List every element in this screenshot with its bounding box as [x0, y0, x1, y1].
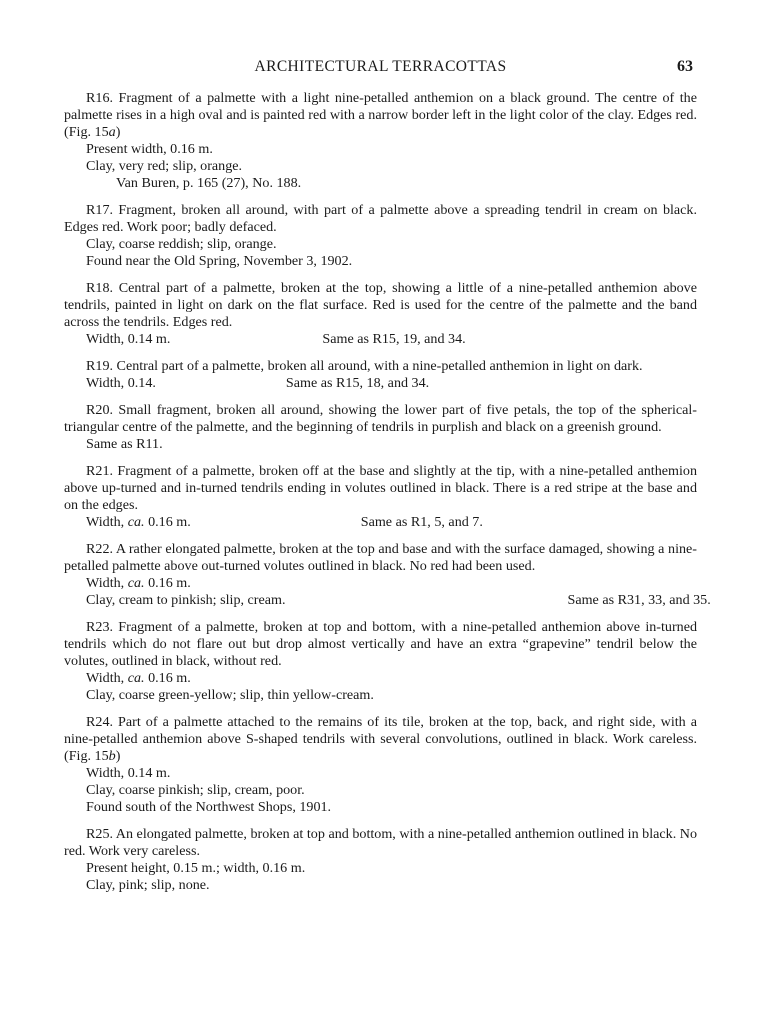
detail-text: Found near the Old Spring, November 3, 1902.: [86, 253, 353, 269]
catalogue-entries: [64, 90, 711, 894]
detail-text: Clay, very red; slip, orange.: [86, 158, 243, 174]
entry-detail-line: [64, 236, 697, 253]
page-number: 63: [677, 58, 693, 75]
entry-detail-line: [64, 592, 711, 609]
catalogue-entry: [64, 402, 697, 453]
detail-text: Present width, 0.16 m.: [86, 141, 213, 157]
detail-comparison: Same as R15, 19, and 34.: [322, 331, 466, 347]
entry-detail-line: [64, 782, 697, 799]
entry-detail-line: [64, 514, 697, 531]
entry-description: R25. An elongated palmette, broken at top and bottom, with a nine-petalled anthemion outlined in black. No red. Work very careless.: [64, 826, 697, 859]
detail-text: Width, ca. 0.16 m.: [86, 670, 191, 686]
catalogue-entry: [64, 202, 697, 270]
detail-comparison: Same as R31, 33, and 35.: [567, 592, 711, 608]
detail-text: Clay, cream to pinkish; slip, cream.: [86, 592, 286, 608]
entry-description: R19. Central part of a palmette, broken all around, with a nine-petalled anthemion in light on dark.: [86, 358, 643, 374]
entry-detail-line: [64, 158, 697, 175]
detail-text: Same as R11.: [86, 436, 163, 452]
bibliographic-reference: Van Buren, p. 165 (27), No. 188.: [116, 175, 302, 191]
entry-detail-line: [64, 375, 697, 392]
detail-text: Width, ca. 0.16 m.: [86, 575, 191, 591]
entry-detail-line: [64, 687, 697, 704]
entry-description: R21. Fragment of a palmette, broken off at the base and slightly at the tip, with a nine-petalled anthemion above up-turned and in-turned tendrils ending in volutes outlined in black. There is a red stripe at the base and on the edges.: [64, 463, 697, 513]
catalogue-entry: [64, 358, 697, 392]
entry-description: R24. Part of a palmette attached to the remains of its tile, broken at the top, back, and right side, with a nine-petalled anthemion above S-shaped tendrils with several convolutions, outlined in black. Work careless. (Fig. 15b): [64, 714, 697, 764]
entry-description: R18. Central part of a palmette, broken at the top, showing a little of a nine-petalled anthemion above tendrils, painted in light on dark on the flat surface. Red is used for the centre of the palmette and the band across the tendrils. Edges red.: [64, 280, 697, 330]
detail-text: Clay, coarse pinkish; slip, cream, poor.: [86, 782, 305, 798]
entry-description: R22. A rather elongated palmette, broken at the top and base and with the surface damaged, showing a nine-petalled palmette above out-turned volutes outlined in black. No red had been used.: [64, 541, 697, 574]
entry-detail-line: [64, 799, 697, 816]
detail-text: Width, ca. 0.16 m.: [86, 514, 191, 530]
detail-text: Present height, 0.15 m.; width, 0.16 m.: [86, 860, 306, 876]
entry-detail-line: [64, 436, 697, 453]
entry-detail-line: [64, 670, 697, 687]
catalogue-entry: [64, 619, 697, 704]
entry-detail-line: [64, 765, 697, 782]
entry-detail-line: [64, 877, 697, 894]
running-title: ARCHITECTURAL TERRACOTTAS: [254, 58, 507, 75]
catalogue-entry: [64, 826, 697, 894]
catalogue-entry: [64, 714, 697, 816]
entry-description: R17. Fragment, broken all around, with part of a palmette above a spreading tendril in cream on black. Edges red. Work poor; badly defaced.: [64, 202, 697, 235]
entry-description: R16. Fragment of a palmette with a light nine-petalled anthemion on a black ground. The centre of the palmette rises in a high oval and is painted red with a narrow border left in the light color of the clay. Edges red. (Fig. 15a): [64, 90, 697, 140]
catalogue-entry: [64, 90, 697, 192]
detail-comparison: Same as R1, 5, and 7.: [360, 514, 483, 530]
entry-detail-line: [64, 860, 697, 877]
entry-detail-line: [64, 331, 697, 348]
detail-text: Width, 0.14 m.: [86, 331, 171, 347]
detail-text: Found south of the Northwest Shops, 1901.: [86, 799, 332, 815]
catalogue-entry: [64, 463, 697, 531]
detail-text: Clay, coarse green-yellow; slip, thin yellow-cream.: [86, 687, 374, 703]
running-header: [64, 58, 697, 82]
detail-text: Clay, pink; slip, none.: [86, 877, 210, 893]
entry-description: R23. Fragment of a palmette, broken at top and bottom, with a nine-petalled anthemion above in-turned tendrils which do not flare out but drop almost vertically and have an extra “grapevine” tendril below the volutes, outlined in black, without red.: [64, 619, 697, 669]
detail-comparison: Same as R15, 18, and 34.: [285, 375, 430, 391]
detail-text: Width, 0.14.: [86, 375, 156, 391]
entry-detail-line: [64, 141, 697, 158]
catalogue-entry: [64, 541, 711, 609]
entry-description: R20. Small fragment, broken all around, showing the lower part of five petals, the top of the spherical-triangular centre of the palmette, and the beginning of tendrils in purplish and black on a greenish ground.: [64, 402, 697, 435]
entry-detail-line: [64, 575, 697, 592]
detail-text: Clay, coarse reddish; slip, orange.: [86, 236, 277, 252]
detail-text: Width, 0.14 m.: [86, 765, 171, 781]
entry-detail-line: [64, 253, 697, 270]
catalogue-entry: [64, 280, 697, 348]
